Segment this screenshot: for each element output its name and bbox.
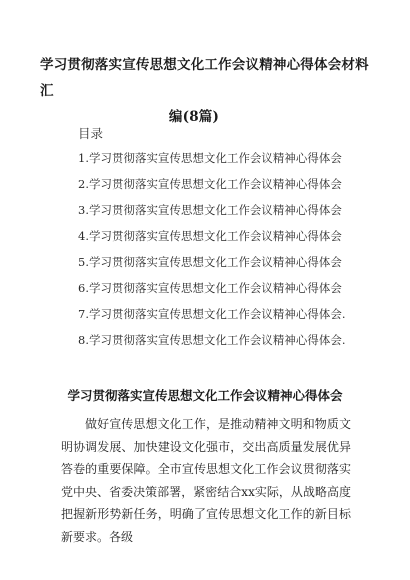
- toc-item[interactable]: 1.学习贯彻落实宣传思想文化工作会议精神心得体会: [78, 151, 342, 165]
- toc-item[interactable]: 4.学习贯彻落实宣传思想文化工作会议精神心得体会: [78, 229, 342, 243]
- document-title: [40, 52, 370, 130]
- document-title-line-2: 编(8篇): [168, 109, 220, 125]
- body-paragraph: 做好宣传思想文化工作，是推动精神文明和物质文明协调发展、加快建设文化强市，交出高质量发展优异答卷的重要保障。全市宣传思想文化工作会议贯彻落实党中央、省委决策部署，紧密结合xx实际，从战略高度把握新形势新任务，明确了宣传思想文化工作的新目标新要求。各级: [61, 417, 351, 544]
- toc-item[interactable]: 2.学习贯彻落实宣传思想文化工作会议精神心得体会: [78, 177, 342, 191]
- section-title: 学习贯彻落实宣传思想文化工作会议精神心得体会: [67, 388, 343, 403]
- toc-item[interactable]: 8.学习贯彻落实宣传思想文化工作会议精神心得体会.: [78, 333, 346, 347]
- toc-item[interactable]: 7.学习贯彻落实宣传思想文化工作会议精神心得体会.: [78, 307, 346, 321]
- toc-item[interactable]: 5.学习贯彻落实宣传思想文化工作会议精神心得体会: [78, 255, 342, 269]
- table-of-contents: [78, 149, 346, 357]
- document-title-line-1: 学习贯彻落实宣传思想文化工作会议精神心得体会材料汇: [40, 57, 369, 99]
- toc-item[interactable]: 3.学习贯彻落实宣传思想文化工作会议精神心得体会: [78, 203, 342, 217]
- toc-item[interactable]: 6.学习贯彻落实宣传思想文化工作会议精神心得体会: [78, 281, 342, 295]
- toc-heading: 目录: [78, 126, 104, 141]
